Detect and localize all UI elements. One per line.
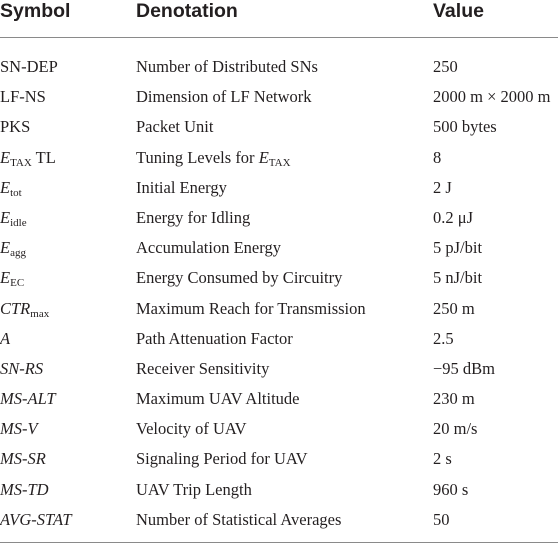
- symbol-cell: [0, 233, 26, 263]
- denotation-symbol: E: [258, 147, 269, 167]
- symbol-subscript: max: [30, 307, 50, 320]
- denotation-cell: Velocity of UAV: [136, 419, 247, 439]
- value-cell: 0.2 μJ: [433, 207, 474, 227]
- value-cell: 8: [433, 147, 442, 167]
- denotation-cell: Packet Unit: [136, 117, 214, 137]
- value-cell: 50: [433, 509, 450, 529]
- symbol-main: E: [0, 177, 11, 197]
- denotation-cell: Number of Distributed SNs: [136, 57, 318, 76]
- value-cell: 2 s: [433, 449, 452, 469]
- value-cell: 250: [433, 57, 458, 76]
- symbol-cell: SN-RS: [0, 358, 44, 378]
- value-cell: 20 m/s: [433, 419, 478, 439]
- denotation-cell: Maximum UAV Altitude: [136, 389, 300, 409]
- table-row: [0, 143, 558, 173]
- symbol-cell: MS-ALT: [0, 389, 56, 409]
- symbol-subscript: agg: [10, 247, 26, 260]
- table-row: [0, 475, 558, 505]
- symbol-tail: TL: [31, 147, 56, 167]
- table-row: [0, 414, 558, 444]
- table-row: [0, 233, 558, 263]
- symbol-cell: [0, 294, 49, 324]
- symbol-main: E: [0, 147, 11, 167]
- symbol-cell: [0, 263, 24, 293]
- table-row: [0, 52, 558, 82]
- value-cell: 500 bytes: [433, 117, 497, 137]
- table-row: [0, 82, 558, 112]
- value-cell: 5 nJ/bit: [433, 268, 483, 288]
- symbol-subscript: idle: [10, 216, 27, 229]
- value-cell: 5 pJ/bit: [433, 238, 483, 258]
- table-row: [0, 324, 558, 354]
- symbol-main: E: [0, 238, 11, 258]
- value-cell: 2.5: [433, 328, 454, 348]
- symbol-cell: SN-DEP: [0, 57, 58, 76]
- value-cell: −95 dBm: [433, 358, 496, 378]
- denotation-cell: [136, 143, 291, 173]
- denotation-cell: Number of Statistical Averages: [136, 509, 342, 529]
- denotation-cell: Receiver Sensitivity: [136, 358, 270, 378]
- denotation-cell: Energy Consumed by Circuitry: [136, 268, 343, 288]
- value-cell: 2 J: [433, 177, 452, 197]
- table-row: [0, 294, 558, 324]
- symbol-subscript: tot: [10, 186, 22, 199]
- table-row: [0, 263, 558, 293]
- denotation-cell: UAV Trip Length: [136, 479, 252, 499]
- symbol-cell: A: [0, 328, 11, 348]
- symbol-cell: MS-TD: [0, 479, 49, 499]
- symbol-cell: [0, 203, 27, 233]
- symbol-subscript: EC: [10, 277, 25, 290]
- value-cell: 2000 m × 2000 m: [433, 87, 551, 107]
- symbol-cell: [0, 143, 56, 173]
- table-row: [0, 112, 558, 142]
- value-cell: 960 s: [433, 479, 469, 499]
- symbol-main: CTR: [0, 298, 31, 318]
- symbol-cell: AVG-STAT: [0, 509, 72, 529]
- table-row: [0, 354, 558, 384]
- symbol-subscript: TAX: [10, 156, 32, 169]
- denotation-cell: Dimension of LF Network: [136, 87, 312, 107]
- value-cell: 250 m: [433, 298, 475, 318]
- denotation-cell: Initial Energy: [136, 177, 227, 197]
- header-symbol: Symbol: [0, 0, 71, 22]
- table-bottom-rule: [0, 542, 558, 543]
- denotation-cell: Energy for Idling: [136, 207, 251, 227]
- table-body: [0, 52, 558, 535]
- symbol-cell: PKS: [0, 117, 31, 137]
- denotation-cell: Maximum Reach for Transmission: [136, 298, 366, 318]
- value-cell: 230 m: [433, 389, 475, 409]
- symbol-main: E: [0, 268, 11, 288]
- symbol-main: E: [0, 207, 11, 227]
- header-value: Value: [433, 0, 484, 22]
- denotation-cell: Path Attenuation Factor: [136, 328, 293, 348]
- symbol-cell: LF-NS: [0, 87, 46, 107]
- header-denotation: Denotation: [136, 0, 238, 22]
- denotation-main: Tuning Levels for: [136, 147, 259, 167]
- table-row: [0, 384, 558, 414]
- denotation-cell: Accumulation Energy: [136, 238, 281, 258]
- table-row: [0, 203, 558, 233]
- table-row: [0, 173, 558, 203]
- table-header-row: [0, 0, 558, 38]
- denotation-cell: Signaling Period for UAV: [136, 449, 308, 469]
- symbol-cell: MS-SR: [0, 449, 46, 469]
- symbol-cell: [0, 173, 22, 203]
- denotation-subscript: TAX: [268, 156, 291, 169]
- table-row: [0, 444, 558, 474]
- symbol-cell: MS-V: [0, 419, 38, 439]
- table-row: [0, 505, 558, 535]
